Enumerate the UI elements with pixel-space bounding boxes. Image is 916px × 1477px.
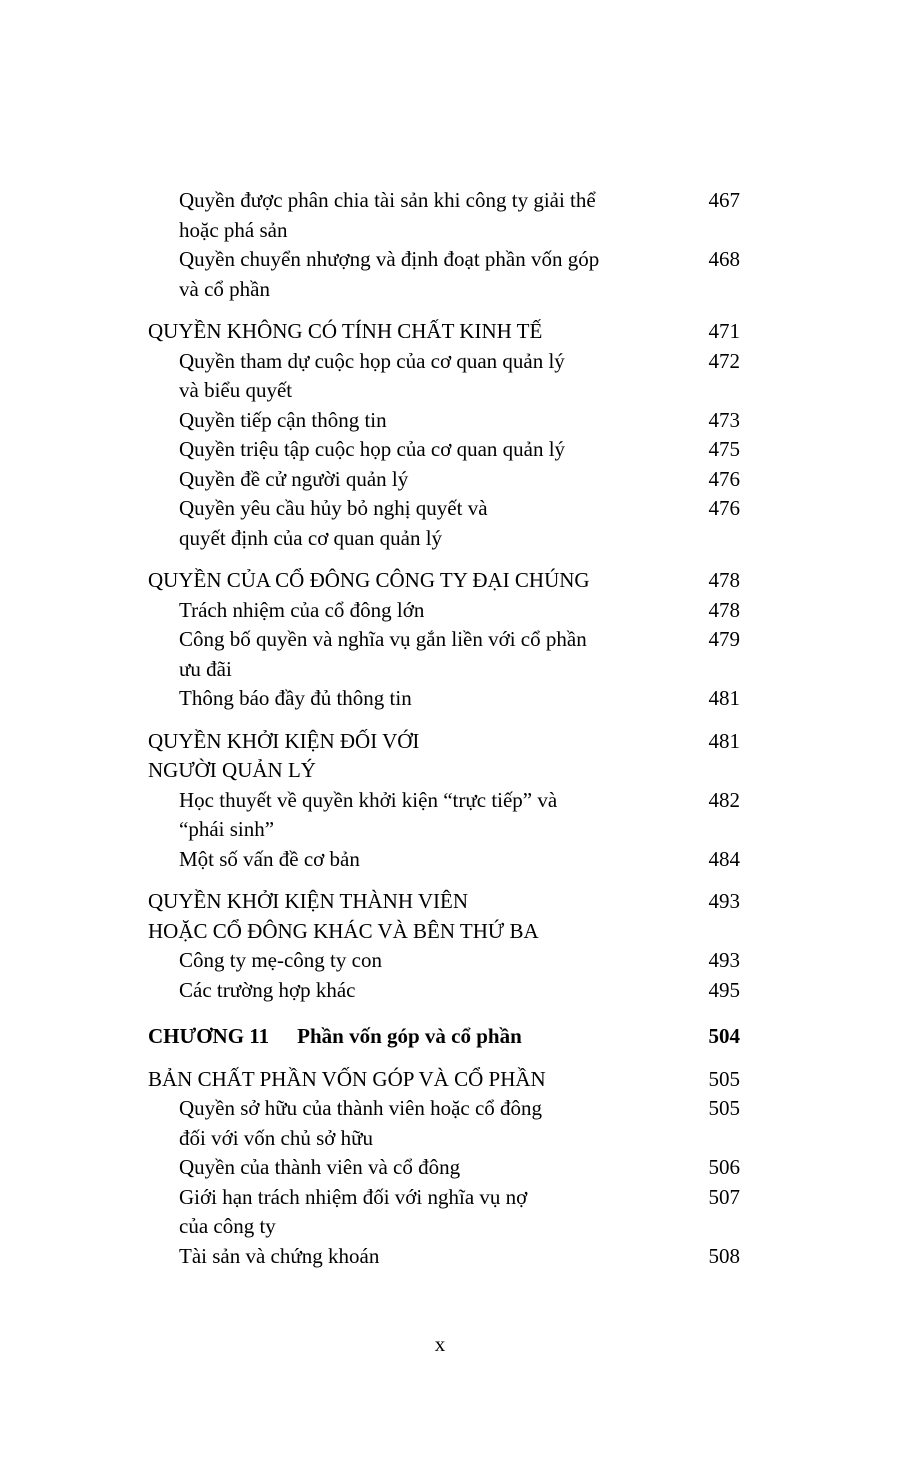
- toc-entry-line: Quyền tiếp cận thông tin: [179, 407, 387, 432]
- toc-entry-line: Một số vấn đề cơ bản: [179, 846, 360, 871]
- toc-entry-line: Quyền đề cử người quản lý: [179, 466, 409, 491]
- toc-entry-title: [148, 347, 694, 406]
- toc-entry-page-number: 482: [708, 787, 740, 812]
- toc-entry-line: QUYỀN KHỞI KIỆN ĐỐI VỚI: [148, 728, 420, 753]
- toc-entry: [148, 976, 740, 1006]
- toc-entry-line: [148, 1022, 694, 1052]
- toc-entry-page-number: 505: [708, 1066, 740, 1091]
- toc-entry-page-number: 468: [708, 247, 740, 271]
- toc-entry-page-number: 478: [708, 597, 740, 622]
- toc-entry: [148, 406, 740, 436]
- toc-entry-title: [148, 406, 694, 436]
- toc-entry-title: [148, 946, 694, 976]
- toc-entry: [148, 1183, 740, 1242]
- toc-entry-line: Thông báo đầy đủ thông tin: [179, 686, 412, 710]
- toc-entry-page-number: 478: [708, 568, 740, 592]
- toc-entry: [148, 946, 740, 976]
- toc-entry: [148, 845, 740, 875]
- toc-entry: [148, 1242, 740, 1272]
- toc-entry-line: Quyền yêu cầu hủy bỏ nghị quyết và: [179, 496, 488, 520]
- toc-entry-line: đối với vốn chủ sở hữu: [179, 1125, 374, 1150]
- toc-entry: [148, 347, 740, 406]
- toc-entry-page-number: 476: [708, 466, 740, 491]
- toc-entry-title: [148, 625, 694, 684]
- toc-entry-page-number: 508: [708, 1243, 740, 1268]
- toc-entry-line: “phái sinh”: [179, 817, 275, 841]
- toc-entry-line: và biểu quyết: [179, 378, 293, 402]
- toc-entry: [148, 625, 740, 684]
- toc-entry: [148, 1094, 740, 1153]
- toc-entry-line: Quyền sở hữu của thành viên hoặc cổ đông: [179, 1096, 543, 1120]
- toc-entry-title: [148, 1153, 694, 1183]
- toc-entry-line: QUYỀN CỦA CỔ ĐÔNG CÔNG TY ĐẠI CHÚNG: [148, 568, 590, 592]
- toc-entry-title: [148, 1183, 694, 1242]
- toc-entry: [148, 1153, 740, 1183]
- toc-entry-line: Công ty mẹ-công ty con: [179, 948, 382, 972]
- toc-entry-line: của công ty: [179, 1214, 276, 1238]
- toc-entry-title: [148, 465, 694, 495]
- toc-entry: [148, 465, 740, 495]
- toc-entry-page-number: 504: [708, 1024, 740, 1048]
- toc-entry-line: Quyền triệu tập cuộc họp của cơ quan quản lý: [179, 437, 566, 461]
- toc-entry-page-number: 476: [708, 496, 740, 520]
- toc-entry-line: Tài sản và chứng khoán: [179, 1243, 380, 1268]
- toc-entry: [148, 317, 740, 347]
- toc-entry: [148, 566, 740, 596]
- toc-entry-page-number: 473: [708, 407, 740, 432]
- toc-entry: [148, 435, 740, 465]
- toc-entry-title: [148, 976, 694, 1006]
- toc-entry-title: [148, 887, 694, 946]
- toc-entry-line: Công bố quyền và nghĩa vụ gắn liền với cổ phần: [179, 627, 587, 651]
- toc-entry: [148, 1065, 740, 1095]
- toc-entry: [148, 1022, 740, 1052]
- toc-entry-line: HOẶC CỔ ĐÔNG KHÁC VÀ BÊN THỨ BA: [148, 918, 539, 943]
- toc-entry-line: Quyền của thành viên và cổ đông: [179, 1155, 461, 1179]
- toc-entry-page-number: 475: [708, 437, 740, 461]
- toc-entry: [148, 887, 740, 946]
- toc-entry-page-number: 479: [708, 627, 740, 651]
- toc-entry-page-number: 495: [708, 977, 740, 1002]
- toc-entry: [148, 727, 740, 786]
- toc-entry-page-number: 471: [708, 319, 740, 343]
- toc-entry-title: [148, 494, 694, 553]
- toc-entry: [148, 684, 740, 714]
- toc-entry-line: quyết định của cơ quan quản lý: [179, 525, 443, 550]
- toc-entry-page-number: 467: [708, 188, 740, 212]
- toc-entry-title: [148, 1242, 694, 1272]
- toc-entry-title: [148, 1065, 694, 1095]
- toc-entry-title: [148, 845, 694, 875]
- toc-entry-line: Giới hạn trách nhiệm đối với nghĩa vụ nợ: [179, 1184, 528, 1209]
- toc-entry-title: [148, 245, 694, 304]
- toc-entry-title: [148, 684, 694, 714]
- toc-entry-page-number: 484: [708, 846, 740, 871]
- toc-entry-line: Trách nhiệm của cổ đông lớn: [179, 597, 425, 622]
- toc-entry-line: Các trường hợp khác: [179, 977, 356, 1002]
- table-of-contents: [148, 186, 740, 1271]
- toc-entry: [148, 786, 740, 845]
- toc-entry: [148, 186, 740, 245]
- toc-entry-page-number: 505: [708, 1096, 740, 1120]
- toc-entry-title: [148, 1022, 694, 1052]
- toc-entry-title: [148, 1094, 694, 1153]
- toc-entry-line: và cổ phần: [179, 276, 270, 301]
- toc-entry-line: Quyền tham dự cuộc họp của cơ quan quản lý: [179, 348, 565, 373]
- toc-entry-title: [148, 186, 694, 245]
- toc-entry-page-number: 481: [708, 728, 740, 753]
- toc-entry-line: QUYỀN KHỞI KIỆN THÀNH VIÊN: [148, 889, 469, 913]
- chapter-label: CHƯƠNG 11: [148, 1024, 270, 1048]
- toc-entry-line: ưu đãi: [179, 656, 232, 681]
- toc-entry-title: [148, 317, 694, 347]
- toc-entry-title: [148, 727, 694, 786]
- toc-entry-page-number: 472: [708, 348, 740, 373]
- toc-entry-line: Học thuyết về quyền khởi kiện “trực tiếp” và: [179, 787, 558, 812]
- toc-entry-page-number: 493: [708, 889, 740, 913]
- toc-entry-line: Quyền được phân chia tài sản khi công ty giải thể: [179, 188, 596, 212]
- toc-entry-page-number: 481: [708, 686, 740, 710]
- toc-entry-line: hoặc phá sản: [179, 217, 288, 242]
- toc-entry: [148, 596, 740, 626]
- toc-entry-line: NGƯỜI QUẢN LÝ: [148, 758, 316, 782]
- toc-entry-title: [148, 435, 694, 465]
- toc-entry-line: Quyền chuyển nhượng và định đoạt phần vốn góp: [179, 247, 600, 271]
- toc-entry-title: [148, 786, 694, 845]
- toc-entry: [148, 245, 740, 304]
- toc-entry-line: BẢN CHẤT PHẦN VỐN GÓP VÀ CỔ PHẦN: [148, 1066, 546, 1091]
- page-footer-number: x: [434, 1332, 446, 1356]
- toc-entry-page-number: 493: [708, 948, 740, 972]
- toc-entry-page-number: 507: [708, 1184, 740, 1209]
- toc-entry-title: [148, 596, 694, 626]
- toc-entry-line: QUYỀN KHÔNG CÓ TÍNH CHẤT KINH TẾ: [148, 319, 543, 343]
- toc-entry-page-number: 506: [708, 1155, 740, 1179]
- chapter-title: Phần vốn góp và cổ phần: [297, 1024, 522, 1048]
- toc-entry-title: [148, 566, 694, 596]
- toc-entry: [148, 494, 740, 553]
